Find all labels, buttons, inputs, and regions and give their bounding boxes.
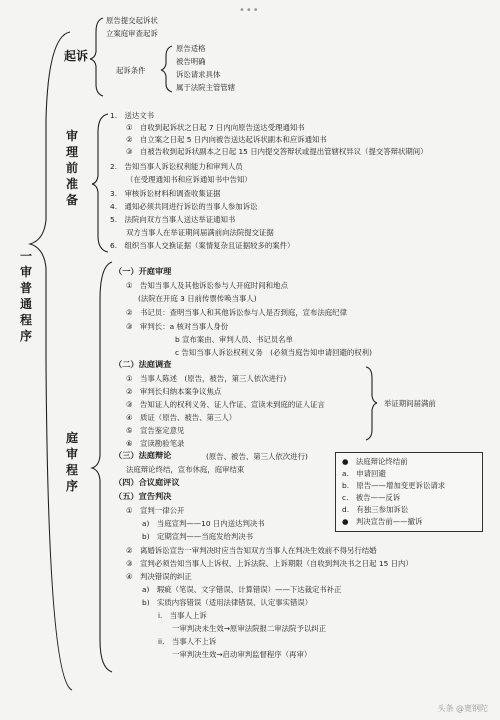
trial-note: (原告、被告、第三人依次进行) [206, 452, 308, 461]
prep-line: 6. 组织当事人交换证据（案情复杂且证据较多的案件） [110, 241, 295, 250]
prep-line: 1. 送达文书 [110, 111, 155, 120]
trial-section-2: （二）法庭调查 [114, 359, 172, 369]
trial-title: 庭审程序 [65, 431, 78, 493]
note-item: c. 被告——反诉 [342, 493, 401, 502]
trial-item: c 告知当事人诉讼权利义务 (必须当庭告知申请回避的权利) [175, 348, 372, 357]
qisu-cond: 属于法院主管管辖 [176, 83, 236, 92]
trial-item: i. 当事人上诉 [158, 611, 207, 620]
trial-item: 一审判决未生效→原审法院报二审法院予以纠正 [172, 624, 327, 633]
trial-item: b 宣布案由、审判人员、书记员名单 [175, 335, 293, 344]
trial-item: ④ 判决错误的纠正 [126, 572, 192, 581]
qisu-line-1: 原告提交起诉状 [106, 16, 158, 25]
trial-item: ⑥ 宣读勘验笔录 [126, 439, 185, 448]
trial-item: ⑤ 宣告鉴定意见 [126, 426, 185, 435]
trial-item: ② 书记员：查明当事人和其他诉讼参与人是否到庭，宣布法庭纪律 [126, 308, 347, 317]
trial-item: ③ 宣判必须告知当事人上诉权、上诉法院、上诉期限（自收到判决书之日起 15 日内） [126, 559, 413, 568]
watermark: 头条 @寛钢陀 [437, 704, 488, 713]
trial-item: ② 审判长归纳本案争议焦点 [126, 387, 222, 396]
trial-item: b) 实质内容错误（适用法律错误、认定事实错误） [142, 598, 313, 607]
trial-item: ii. 当事人不上诉 [158, 637, 217, 646]
brace-label: 举证期间届满前 [384, 399, 436, 408]
trial-item: ① 告知当事人及其他诉讼参与人开庭时间和地点 [126, 281, 288, 290]
prep-line: 双方当事人在举证期间届满前向法院提交证据 [126, 228, 274, 237]
prep-line: 2. 告知当事人诉讼权利能力和审判人员 [110, 162, 243, 171]
prep-line: ② 自立案之日起 5 日内向被告送达起诉状副本和应诉通知书 [126, 135, 327, 144]
prep-line: ① 自收到起诉状之日起 7 日内向原告送达受理通知书 [126, 123, 305, 132]
qisu-cond: 诉讼请求具体 [176, 70, 221, 79]
top-handle: ••• [239, 5, 260, 16]
trial-section-4: （四）合议庭评议 [114, 477, 180, 487]
prep-line: 5. 法院向双方当事人送达举证通知书 [110, 215, 236, 224]
trial-item: 一审判决生效→启动审判监督程序（再审） [172, 650, 312, 659]
note-item: ● 判决宣告前——撤诉 [342, 517, 423, 526]
trial-item: a) 当庭宣判——10 日内送达判决书 [142, 519, 265, 528]
trial-item: ① 宣判一律公开 [126, 506, 185, 515]
prep-line: 4. 通知必须共同进行诉讼的当事人参加诉讼 [110, 202, 258, 211]
note-item: ● 法庭辩论终结前 [342, 457, 408, 466]
qisu-title: 起诉 [63, 49, 88, 63]
prep-title: 审理前准备 [65, 129, 78, 207]
note-item: a. 申请回避 [342, 469, 386, 478]
qisu-cond: 被告明确 [176, 57, 206, 66]
note-item: d. 有独三参加诉讼 [342, 505, 409, 514]
trial-section-3: （三）法庭辩论 [114, 450, 172, 460]
note-item: b. 原告——增加变更诉讼请求 [342, 481, 446, 490]
trial-item: 法庭辩论终结，宣布休庭，庭审结束 [126, 465, 245, 474]
qisu-cond: 原告适格 [176, 44, 206, 53]
prep-line: （在受理通知书和应诉通知书中告知） [126, 175, 252, 184]
trial-item: ① 当事人陈述 (原告，被告，第三人依次进行) [126, 374, 287, 383]
trial-item: a) 瑕疵（笔误、文字错误、计算错误）——下达裁定书补正 [142, 585, 342, 594]
trial-item: ④ 质证（原告、被告、第三人） [126, 413, 237, 422]
trial-section-1: （一）开庭审理 [114, 266, 172, 276]
trial-item: ② 离婚诉讼宣告一审判决时应当告知双方当事人在判决生效前不得另行结婚 [126, 546, 377, 555]
qisu-cond-label: 起诉条件 [116, 66, 146, 75]
trial-item: ③ 告知证人的权利义务、证人作证、宣读未到庭的证人证言 [126, 400, 325, 409]
trial-section-5: （五）宣告判决 [114, 491, 172, 501]
trial-item: (法院在开庭 3 日前传票传唤当事人) [138, 294, 257, 303]
prep-line: 3. 审核诉讼材料和调查收集证据 [110, 189, 221, 198]
prep-line: ③ 自被告收到起诉状副本之日起 15 日内提交答辩状或提出管辖权异议（提交答辩状期间） [126, 147, 428, 156]
qisu-line-2: 立案庭审查起诉 [106, 29, 158, 38]
trial-item: ③ 审判长：a 核对当事人身份 [126, 322, 229, 331]
trial-item: b) 定期宣判——当庭发给判决书 [142, 532, 254, 541]
main-title: 一审普通程序 [19, 249, 32, 343]
note-box [335, 452, 483, 532]
